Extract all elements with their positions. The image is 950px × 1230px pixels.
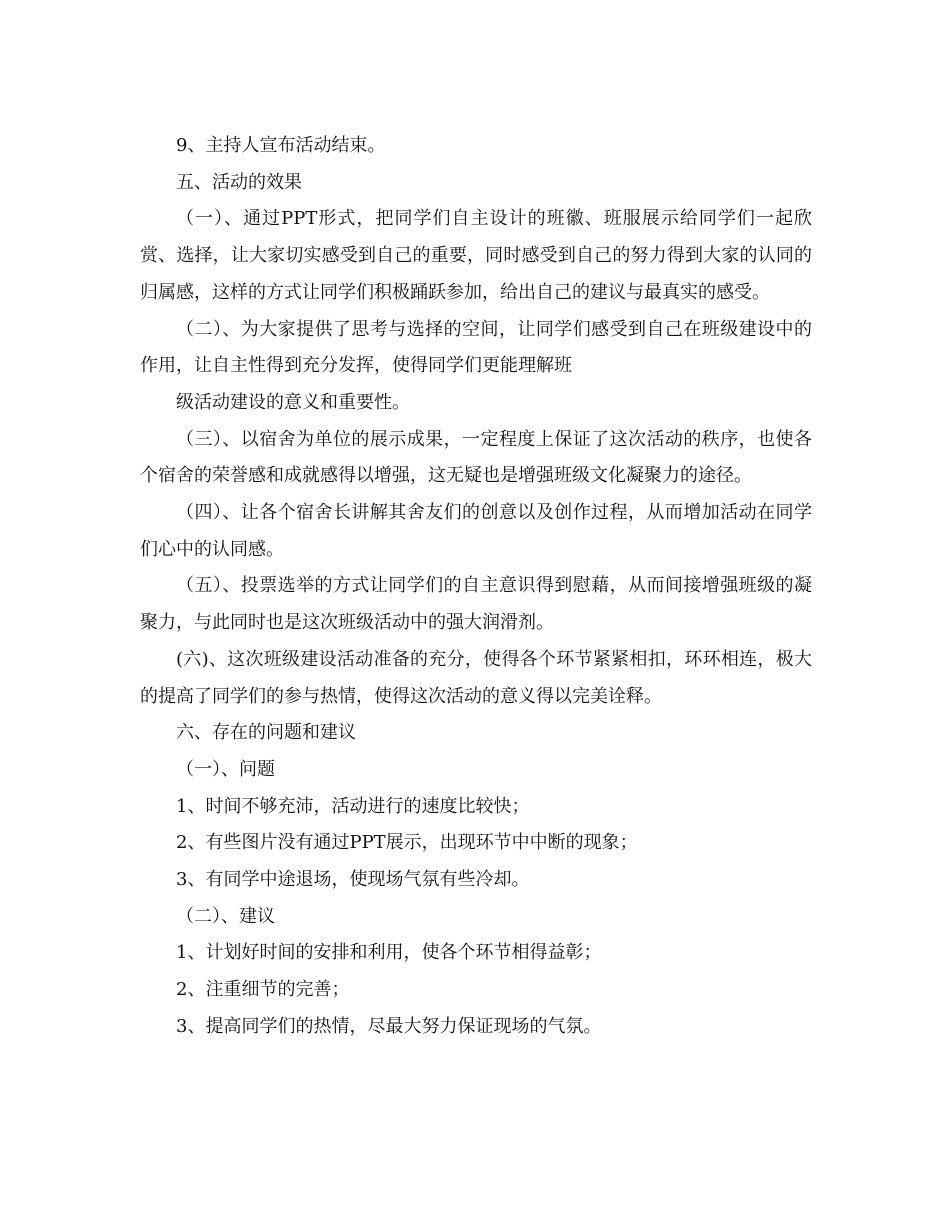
problem-item-2: 2、有些图片没有通过PPT展示，出现环节中中断的现象； (176, 832, 638, 854)
subheading-suggestions: （二）、建议 (176, 905, 275, 927)
paragraph-effect-3: （三）、以宿舍为单位的展示成果，一定程度上保证了这次活动的秩序，也使各个宿舍的荣誉感和成就感得以增强，这无疑也是增强班级文化凝聚力的途径。 (140, 428, 812, 487)
problem-item-1: 1、时间不够充沛，活动进行的速度比较快； (176, 795, 530, 817)
subheading-problems: （一）、问题 (176, 758, 275, 780)
document-body (140, 128, 812, 1046)
paragraph-effect-5: （五）、投票选举的方式让同学们的自主意识得到慰藉，从而间接增强班级的凝聚力，与此同时也是这次班级活动中的强大润滑剂。 (140, 575, 812, 634)
paragraph-effect-6: (六)、这次班级建设活动准备的充分，使得各个环节紧紧相扣，环环相连，极大的提高了同学们的参与热情，使得这次活动的意义得以完美诠释。 (140, 648, 812, 707)
paragraph-effect-4: （四）、让各个宿舍长讲解其舍友们的创意以及创作过程，从而增加活动在同学们心中的认同感。 (140, 502, 812, 560)
paragraph-effect-2-continued: 级活动建设的意义和重要性。 (176, 391, 410, 413)
section-heading-5: 五、活动的效果 (176, 171, 302, 193)
problem-item-3: 3、有同学中途退场，使现场气氛有些冷却。 (176, 869, 530, 891)
paragraph-item-9: 9、主持人宣布活动结束。 (176, 135, 386, 156)
paragraph-effect-1: （一）、通过PPT形式，把同学们自主设计的班徽、班服展示给同学们一起欣赏、选择，让大家切实感受到自己的重要，同时感受到自己的努力得到大家的认同的归属感，这样的方式让同学们积极踊跃参加，给出自己的建议与最真实的感受。 (140, 208, 812, 303)
suggestion-item-1: 1、计划好时间的安排和利用，使各个环节相得益彰； (176, 942, 602, 964)
suggestion-item-3: 3、提高同学们的热情，尽最大努力保证现场的气氛。 (176, 1015, 602, 1037)
suggestion-item-2: 2、注重细节的完善； (176, 979, 350, 1001)
section-heading-6: 六、存在的问题和建议 (176, 722, 356, 744)
paragraph-effect-2: （二）、为大家提供了思考与选择的空间，让同学们感受到自己在班级建设中的作用，让自主性得到充分发挥，使得同学们更能理解班 (140, 318, 812, 377)
